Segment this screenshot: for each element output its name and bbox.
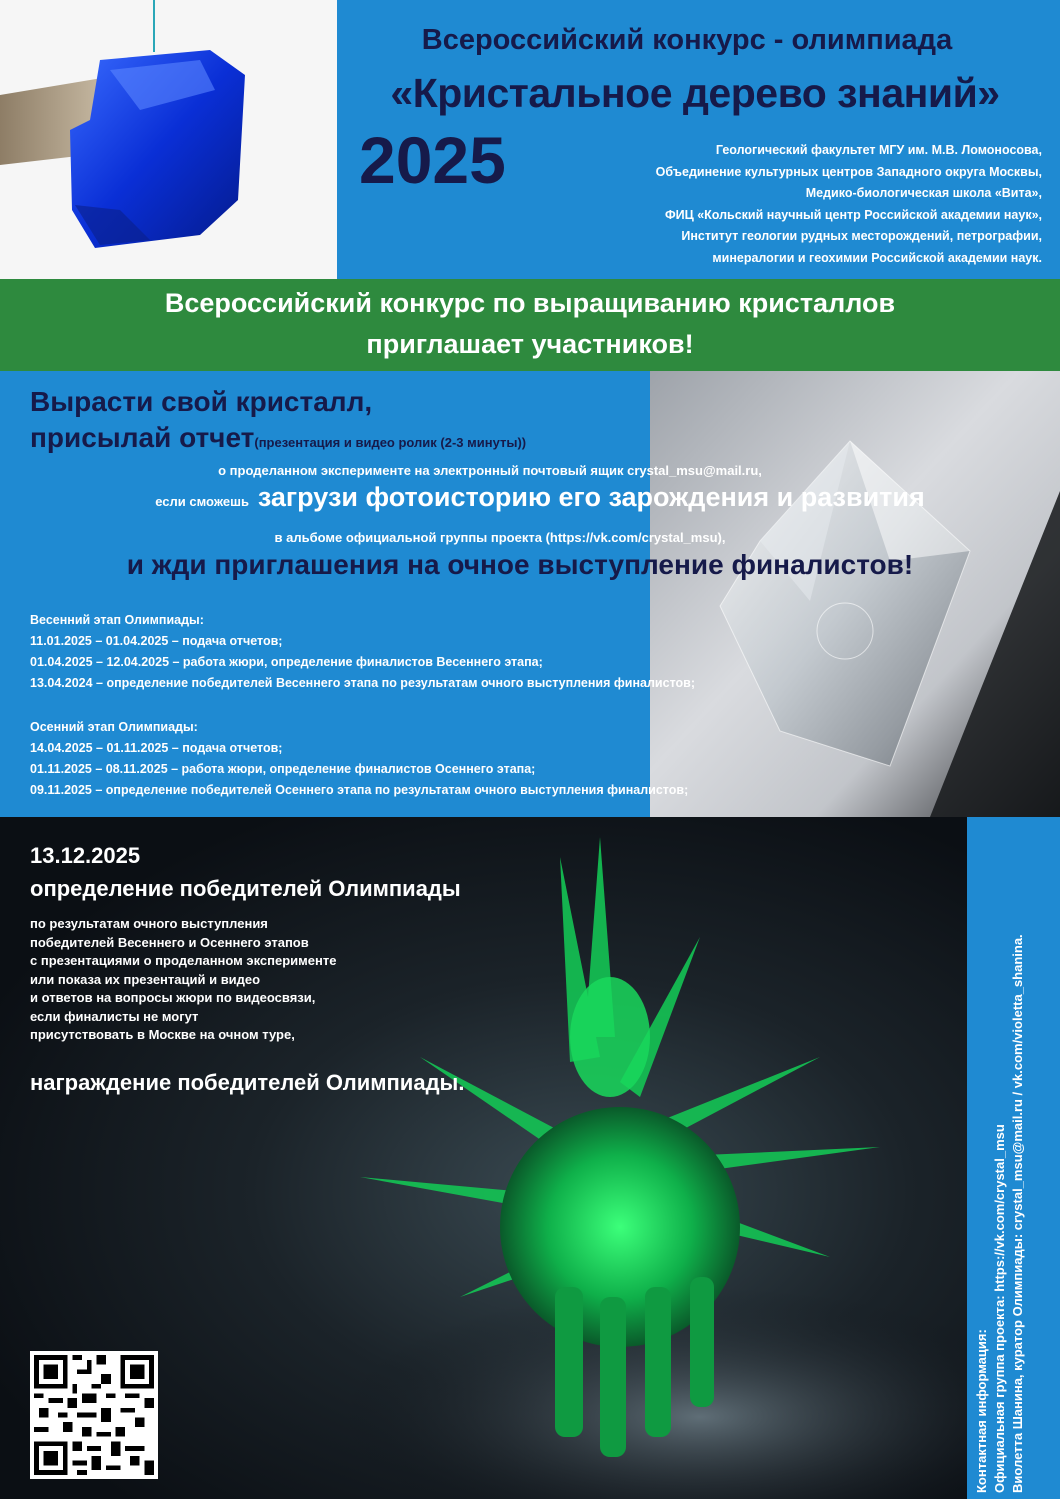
invitation-banner: [0, 279, 1060, 371]
autumn-stage-item: 09.11.2025 – определение победителей Осеннего этапа по результатам очного выступления финалистов;: [30, 783, 689, 797]
award-line: награждение победителей Олимпиады.: [30, 1070, 465, 1095]
final-description-line: победителей Весеннего и Осеннего этапов: [30, 934, 309, 950]
invite-album-line: в альбоме официальной группы проекта (https://vk.com/crystal_msu),: [274, 530, 726, 545]
final-description-line: если финалисты не могут: [30, 1008, 199, 1024]
qr-code[interactable]: [30, 1351, 158, 1479]
contact-curator[interactable]: Виолетта Шанина, куратор Олимпиады: crystal_msu@mail.ru / vk.com/violetta_shanina.: [1010, 934, 1025, 1493]
spring-stage-item: 11.01.2025 – 01.04.2025 – подача отчетов;: [30, 634, 283, 648]
final-title: определение победителей Олимпиады: [30, 876, 461, 901]
organizer-item: Геологический факультет МГУ им. М.В. Ломоносова,: [715, 143, 1042, 157]
invite-email-line: о проделанном эксперименте на электронный почтовый ящик crystal_msu@mail.ru,: [218, 463, 762, 478]
final-description-line: и ответов на вопросы жюри по видеосвязи,: [30, 990, 316, 1005]
invite-report-note: (презентация и видео ролик (2-3 минуты)): [254, 435, 527, 450]
final-description-line: или показа их презентаций и видео: [30, 971, 261, 987]
contest-subtitle: Всероссийский конкурс - олимпиада: [421, 24, 953, 56]
final-description: [30, 915, 336, 1045]
organizer-item: Объединение культурных центров Западного округа Москвы,: [655, 164, 1042, 179]
contest-year: 2025: [359, 123, 506, 197]
final-date: 13.12.2025: [30, 843, 141, 868]
spring-stage-item: 13.04.2024 – определение победителей Весеннего этапа по результатам очного выступления финалистов;: [30, 676, 696, 690]
contact-strip: [967, 817, 1060, 1499]
organizer-item: ФИЦ «Кольский научный центр Российской академии наук»,: [664, 207, 1042, 222]
organizer-item: Медико-биологическая школа «Вита»,: [805, 186, 1042, 201]
autumn-stage-item: 14.04.2025 – 01.11.2025 – подача отчетов;: [30, 741, 283, 755]
invite-photo-prefix: если сможешь: [155, 494, 249, 509]
invite-photo-line: [40, 482, 1040, 513]
invite-report-big: присылай отчет: [30, 422, 255, 453]
final-description-line: по результатам очного выступления: [30, 916, 268, 931]
organizers-list: [542, 140, 1042, 270]
spring-stage-item: 01.04.2025 – 12.04.2025 – работа жюри, определение финалистов Весеннего этапа;: [30, 655, 543, 669]
autumn-stage-title: Осенний этап Олимпиады:: [30, 720, 198, 734]
spring-stage: [30, 610, 695, 694]
header-panel: [337, 0, 1060, 279]
spring-stage-title: Весенний этап Олимпиады:: [30, 613, 204, 627]
blue-crystal-illustration: [0, 0, 337, 279]
contact-group-link[interactable]: Официальная группа проекта: https://vk.com/crystal_msu: [992, 1124, 1007, 1493]
contest-title: «Кристальное дерево знаний»: [390, 70, 1000, 116]
banner-line-1: Всероссийский конкурс по выращиванию кристаллов: [164, 288, 896, 318]
invite-report-line: [30, 422, 526, 454]
invite-photo-big: загрузи фотоисторию его зарождения и развития: [257, 482, 925, 512]
banner-line-2: приглашает участников!: [366, 329, 694, 359]
organizer-item: Институт геологии рудных месторождений, петрографии,: [681, 229, 1042, 244]
clear-crystal-photo: [650, 371, 1060, 817]
final-description-line: присутствовать в Москве на очном туре,: [30, 1027, 295, 1042]
organizer-item: минералогии и геохимии Российской академии наук.: [712, 250, 1042, 265]
autumn-stage: [30, 717, 688, 801]
clear-crystal-illustration: [650, 371, 1060, 817]
qr-code-pattern: [34, 1355, 154, 1475]
autumn-stage-item: 01.11.2025 – 08.11.2025 – работа жюри, определение финалистов Осеннего этапа;: [30, 762, 536, 776]
invite-final-line: и жди приглашения на очное выступление финалистов!: [126, 549, 914, 580]
contact-info: [973, 819, 1055, 1493]
invite-heading: Вырасти свой кристалл,: [30, 386, 373, 417]
blue-crystal-photo: [0, 0, 337, 279]
contact-heading: Контактная информация:: [974, 1329, 989, 1493]
final-description-line: с презентациями о проделанном эксперименте: [30, 953, 337, 968]
